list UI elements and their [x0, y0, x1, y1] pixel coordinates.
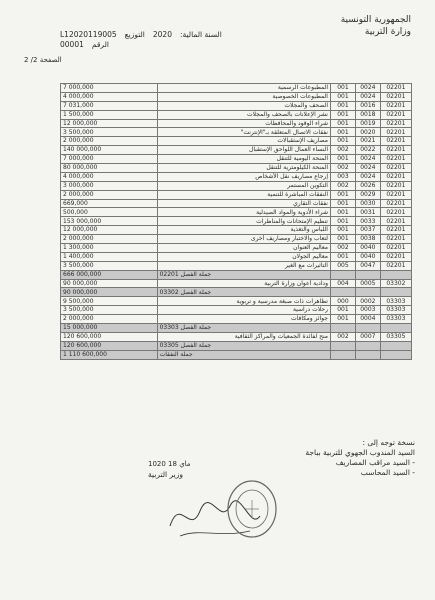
amount-cell: 140 000,000	[61, 146, 158, 155]
table-row	[61, 190, 412, 199]
amount-cell: 2 000,000	[61, 190, 158, 199]
section-cell: 02201	[380, 84, 411, 93]
amount-cell: 4 000,000	[61, 92, 158, 101]
table-row	[61, 315, 412, 324]
amount-cell: 120 600,000	[61, 332, 158, 341]
amount-cell: 2 000,000	[61, 315, 158, 324]
label-cell: النساء العمال اللواحق الإستقبال	[157, 146, 330, 155]
code-cell: 001	[330, 208, 355, 217]
subcode-cell: 0002	[355, 297, 380, 306]
header-line-2: وزارة التربية	[364, 27, 411, 37]
section-cell	[380, 324, 411, 333]
code-cell: 001	[330, 217, 355, 226]
label-cell: شراء الوقود والمحافظات	[157, 119, 330, 128]
table-row	[61, 252, 412, 261]
label-cell: تنظيم الإمتحانات والمناظرات	[157, 217, 330, 226]
subcode-cell: 0026	[355, 181, 380, 190]
table-row	[61, 164, 412, 173]
section-cell: 02201	[380, 119, 411, 128]
section-cell: 03303	[380, 315, 411, 324]
label-cell: النفقات المباشرة للتنمية	[157, 190, 330, 199]
number-value: 00001	[60, 40, 84, 49]
code-cell: 001	[330, 190, 355, 199]
code-cell: 000	[330, 297, 355, 306]
label-cell: منح لفائدة الجمعيات والمراكز الثقافية	[157, 332, 330, 341]
amount-cell: 12 000,000	[61, 226, 158, 235]
code-cell	[330, 324, 355, 333]
label-cell: معاليم الجولان	[157, 252, 330, 261]
copy-to-line: - السيد المحاسب	[360, 468, 415, 477]
amount-cell: 1 500,000	[61, 110, 158, 119]
copy-to-title: نسخة توجه إلى :	[362, 438, 415, 447]
subcode-cell	[355, 270, 380, 279]
section-cell: 02201	[380, 137, 411, 146]
table-row	[61, 110, 412, 119]
amount-cell: 1 110 600,000	[61, 350, 158, 359]
section-cell: 02201	[380, 244, 411, 253]
subcode-cell: 0003	[355, 306, 380, 315]
header-line-1: الجمهورية التونسية	[340, 15, 411, 25]
amount-cell: 1 300,000	[61, 244, 158, 253]
label-cell: التكوين المستمر	[157, 181, 330, 190]
code-cell: 002	[330, 244, 355, 253]
label-cell: المطبوعات الخصوصية	[157, 92, 330, 101]
amount-cell: 15 000,000	[61, 324, 158, 333]
code-cell: 002	[330, 164, 355, 173]
subcode-cell: 0019	[355, 119, 380, 128]
label-cell: لتعاب والاختبار ومصاريف أخرى	[157, 235, 330, 244]
label-cell: معاليم العنوان	[157, 244, 330, 253]
label-cell: الصحف والمجلات	[157, 101, 330, 110]
label-cell: المنحة الكيلومترية للتنقل	[157, 164, 330, 173]
code-cell: 004	[330, 279, 355, 288]
label-cell: جملة الفصل 02201	[157, 270, 330, 279]
subcode-cell: 0020	[355, 128, 380, 137]
header-block	[341, 14, 411, 38]
fiscal-year-value: 2020	[152, 30, 172, 39]
table-row	[61, 279, 412, 288]
copy-to-block	[305, 438, 415, 478]
subcode-cell: 0022	[355, 146, 380, 155]
table-row	[61, 199, 412, 208]
table-row	[61, 128, 412, 137]
code-cell: 001	[330, 128, 355, 137]
label-cell: التأثيرات مع الغير	[157, 261, 330, 270]
subcode-cell: 0007	[355, 332, 380, 341]
section-cell	[380, 288, 411, 297]
table-row	[61, 146, 412, 155]
code-cell: 003	[330, 172, 355, 181]
subcode-cell	[355, 324, 380, 333]
table-row	[61, 306, 412, 315]
amount-cell: 1 400,000	[61, 252, 158, 261]
code-cell: 005	[330, 261, 355, 270]
table-row	[61, 172, 412, 181]
subcode-cell: 0033	[355, 217, 380, 226]
amount-cell: 666 000,000	[61, 270, 158, 279]
subcode-cell: 0031	[355, 208, 380, 217]
total-row	[61, 341, 412, 350]
code-cell: 001	[330, 306, 355, 315]
subcode-cell: 0029	[355, 190, 380, 199]
code-cell: 001	[330, 199, 355, 208]
section-cell: 02201	[380, 164, 411, 173]
section-cell	[380, 350, 411, 359]
table-row	[61, 217, 412, 226]
amount-cell: 2 000,000	[61, 137, 158, 146]
total-row	[61, 350, 412, 359]
minister-title: وزير التربية	[148, 470, 183, 479]
subcode-cell: 0024	[355, 172, 380, 181]
budget-table	[60, 83, 412, 360]
subcode-cell: 0018	[355, 110, 380, 119]
label-cell: إرجاع مصاريف نقل الأشخاص	[157, 172, 330, 181]
amount-cell: 7 000,000	[61, 84, 158, 93]
table-row	[61, 297, 412, 306]
section-cell: 02201	[380, 235, 411, 244]
label-cell: جملة الفصل 03305	[157, 341, 330, 350]
number-label: الرقم	[91, 40, 109, 49]
amount-cell: 3 500,000	[61, 261, 158, 270]
table-row	[61, 244, 412, 253]
code-cell	[330, 341, 355, 350]
section-cell: 02201	[380, 92, 411, 101]
section-cell: 03302	[380, 279, 411, 288]
subcode-cell: 0024	[355, 164, 380, 173]
label-cell: المنحة اليومية للتنقل	[157, 155, 330, 164]
code-cell: 001	[330, 252, 355, 261]
amount-cell: 153 000,000	[61, 217, 158, 226]
amount-cell: 2 000,000	[61, 235, 158, 244]
amount-cell: 9 500,000	[61, 297, 158, 306]
table-row	[61, 119, 412, 128]
subcode-cell: 0005	[355, 279, 380, 288]
amount-cell: 90 000,000	[61, 279, 158, 288]
section-cell: 02201	[380, 217, 411, 226]
code-cell: 001	[330, 110, 355, 119]
table-row	[61, 181, 412, 190]
section-cell: 02201	[380, 199, 411, 208]
label-cell: نفقات الاتصال المتعلقة بـ"الإنترنت"	[157, 128, 330, 137]
page-value: 2 /2	[24, 56, 38, 64]
table-row	[61, 101, 412, 110]
code-cell	[330, 350, 355, 359]
subcode-cell	[355, 288, 380, 297]
code-cell: 001	[330, 155, 355, 164]
label-cell: جملة النفقات	[157, 350, 330, 359]
section-cell: 02201	[380, 155, 411, 164]
subcode-cell: 0024	[355, 155, 380, 164]
label-cell: تظاهرات ذات صبغة مدرسية و تربوية	[157, 297, 330, 306]
copy-to-line: - السيد مراقب المصاريف	[335, 458, 415, 467]
table-row	[61, 261, 412, 270]
section-cell: 02201	[380, 146, 411, 155]
code-cell	[330, 288, 355, 297]
section-cell: 02201	[380, 226, 411, 235]
label-cell: نفقات التقاري	[157, 199, 330, 208]
amount-cell: 3 500,000	[61, 128, 158, 137]
table-row	[61, 235, 412, 244]
distribution-value: L12020119005	[60, 30, 117, 39]
copy-to-line: السيد المندوب الجهوي للتربية بباجة	[305, 448, 415, 457]
table-row	[61, 155, 412, 164]
table-row	[61, 84, 412, 93]
section-cell: 02201	[380, 181, 411, 190]
section-cell: 02201	[380, 261, 411, 270]
amount-cell: 7 000,000	[61, 155, 158, 164]
label-cell: جملة الفصل 03303	[157, 324, 330, 333]
subcode-cell: 0038	[355, 235, 380, 244]
table-row	[61, 137, 412, 146]
code-cell: 002	[330, 181, 355, 190]
subcode-cell: 0047	[355, 261, 380, 270]
code-cell: 001	[330, 84, 355, 93]
subcode-cell	[355, 350, 380, 359]
label-cell: جملة الفصل 03302	[157, 288, 330, 297]
section-cell	[380, 270, 411, 279]
subcode-cell: 0024	[355, 92, 380, 101]
label-cell: جوائز ومكافآت	[157, 315, 330, 324]
subcode-cell: 0004	[355, 315, 380, 324]
table-row	[61, 92, 412, 101]
code-cell: 001	[330, 226, 355, 235]
amount-cell: 120 600,000	[61, 341, 158, 350]
total-row	[61, 270, 412, 279]
subcode-cell: 0040	[355, 244, 380, 253]
code-cell	[330, 270, 355, 279]
label-cell: رحلات دراسية	[157, 306, 330, 315]
section-cell: 02201	[380, 208, 411, 217]
label-cell: المطبوعات الرسمية	[157, 84, 330, 93]
meta-block	[60, 30, 230, 50]
fiscal-year-label: السنة المالية:	[179, 30, 222, 39]
subcode-cell: 0037	[355, 226, 380, 235]
amount-cell: 80 000,000	[61, 164, 158, 173]
amount-cell: 90 000,000	[61, 288, 158, 297]
section-cell: 03303	[380, 297, 411, 306]
section-cell: 02201	[380, 252, 411, 261]
subcode-cell: 0040	[355, 252, 380, 261]
code-cell: 001	[330, 92, 355, 101]
amount-cell: 500,000	[61, 208, 158, 217]
section-cell: 02201	[380, 172, 411, 181]
label-cell: شراء الأدوية والمواد الصيدلية	[157, 208, 330, 217]
section-cell: 03305	[380, 332, 411, 341]
amount-cell: 3 000,000	[61, 181, 158, 190]
amount-cell: 4 000,000	[61, 172, 158, 181]
signature-date: 1020 ماي 18	[148, 460, 191, 468]
amount-cell: 3 500,000	[61, 306, 158, 315]
subcode-cell: 0021	[355, 137, 380, 146]
total-row	[61, 288, 412, 297]
section-cell: 02201	[380, 101, 411, 110]
amount-cell: 12 000,000	[61, 119, 158, 128]
table-row	[61, 332, 412, 341]
code-cell: 001	[330, 137, 355, 146]
table-row	[61, 226, 412, 235]
section-cell: 03303	[380, 306, 411, 315]
code-cell: 001	[330, 315, 355, 324]
subcode-cell: 0024	[355, 84, 380, 93]
code-cell: 001	[330, 119, 355, 128]
section-cell: 02201	[380, 128, 411, 137]
code-cell: 002	[330, 332, 355, 341]
label-cell: مصاريف الإستقبالات	[157, 137, 330, 146]
subcode-cell: 0016	[355, 101, 380, 110]
code-cell: 001	[330, 235, 355, 244]
page-label: الصفحة	[39, 56, 62, 64]
label-cell: اللباس والتغذية	[157, 226, 330, 235]
amount-cell: 669,000	[61, 199, 158, 208]
code-cell: 001	[330, 101, 355, 110]
distribution-label: التوزيع	[124, 30, 145, 39]
subcode-cell: 0030	[355, 199, 380, 208]
subcode-cell	[355, 341, 380, 350]
section-cell: 02201	[380, 190, 411, 199]
total-row	[61, 324, 412, 333]
section-cell: 02201	[380, 110, 411, 119]
label-cell: ودادية أعوان وزارة التربية	[157, 279, 330, 288]
page-number	[24, 56, 62, 64]
table-row	[61, 208, 412, 217]
amount-cell: 7 031,000	[61, 101, 158, 110]
code-cell: 002	[330, 146, 355, 155]
label-cell: نشر الإعلانات بالصحف والمجلات	[157, 110, 330, 119]
section-cell	[380, 341, 411, 350]
official-stamp	[225, 478, 280, 540]
